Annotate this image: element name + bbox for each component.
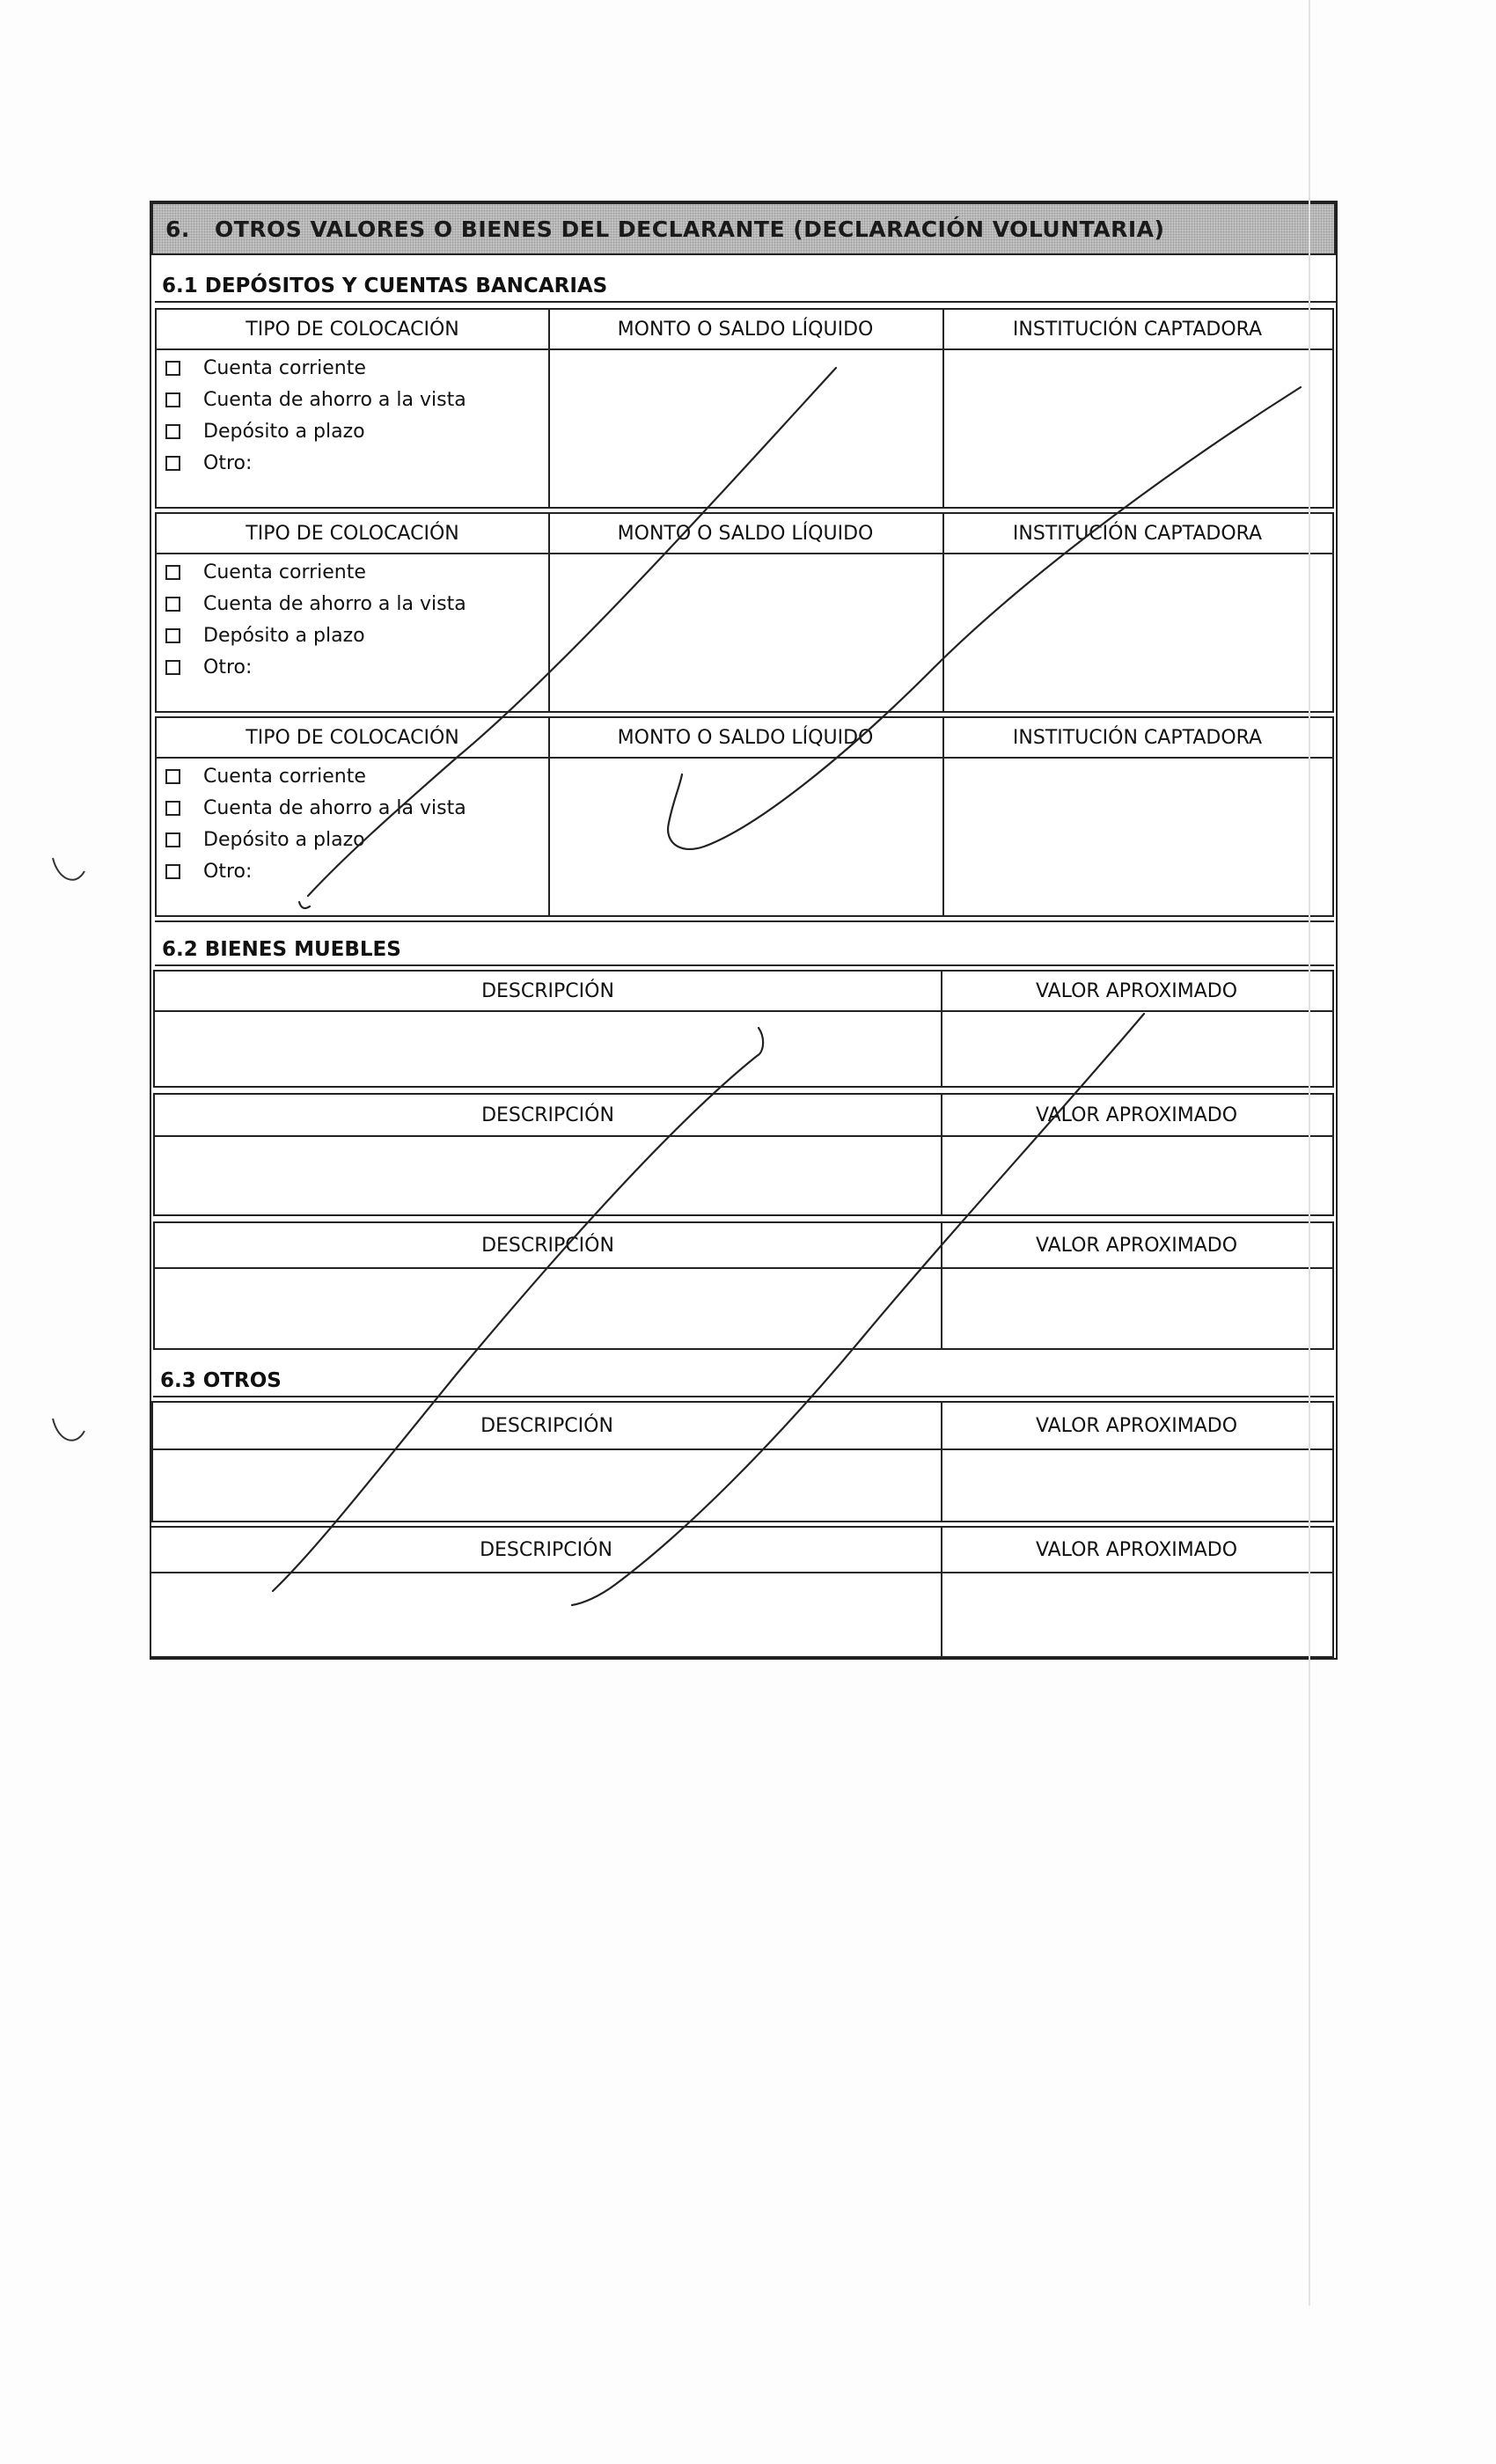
descripcion-field[interactable] [151, 1575, 939, 1656]
muebles-entry [153, 1093, 1334, 1216]
option-cuenta-corriente[interactable] [157, 556, 548, 588]
header-descripcion: DESCRIPCIÓN [153, 1403, 941, 1450]
muebles-entry [153, 1221, 1334, 1350]
header-valor: VALOR APROXIMADO [941, 1528, 1332, 1573]
option-label: Cuenta corriente [203, 561, 366, 583]
otros-entry [151, 1401, 1334, 1522]
checkbox[interactable] [165, 565, 180, 580]
subsection-title-otros [153, 1353, 1334, 1397]
header-institucion: INSTITUCIÓN CAPTADORA [942, 514, 1332, 554]
header-descripcion: DESCRIPCIÓN [155, 972, 941, 1012]
option-label: Cuenta de ahorro a la vista [203, 796, 466, 819]
header-valor: VALOR APROXIMADO [941, 972, 1332, 1012]
descripcion-field[interactable] [155, 1139, 939, 1214]
institucion-field[interactable] [944, 760, 1332, 915]
monto-field[interactable] [550, 760, 941, 915]
binder-hole-mark [53, 1419, 84, 1441]
option-deposito-plazo[interactable] [157, 620, 548, 651]
header-valor: VALOR APROXIMADO [941, 1095, 1332, 1137]
option-label: Otro: [203, 860, 253, 883]
option-otro[interactable] [157, 447, 548, 479]
header-tipo: TIPO DE COLOCACIÓN [157, 310, 548, 350]
option-cuenta-corriente[interactable] [157, 352, 548, 384]
institucion-field[interactable] [944, 352, 1332, 507]
checkbox[interactable] [165, 832, 180, 847]
deposit-block [155, 716, 1334, 917]
option-cuenta-ahorro[interactable] [157, 792, 548, 824]
monto-field[interactable] [550, 352, 941, 507]
header-monto: MONTO O SALDO LÍQUIDO [548, 310, 942, 350]
header-descripcion: DESCRIPCIÓN [155, 1223, 941, 1269]
options-list [157, 352, 548, 479]
option-otro[interactable] [157, 855, 548, 887]
subsection-title-deposits [155, 257, 1336, 303]
binder-hole-mark [53, 858, 84, 880]
muebles-title: 6.2 BIENES MUEBLES [162, 938, 401, 961]
option-deposito-plazo[interactable] [157, 824, 548, 855]
monto-field[interactable] [550, 556, 941, 711]
checkbox[interactable] [165, 660, 180, 675]
checkbox[interactable] [165, 801, 180, 816]
option-label: Cuenta de ahorro a la vista [203, 592, 466, 615]
header-tipo: TIPO DE COLOCACIÓN [157, 514, 548, 554]
otros-title: 6.3 OTROS [160, 1369, 282, 1392]
option-label: Depósito a plazo [203, 420, 365, 443]
valor-field[interactable] [942, 1139, 1332, 1214]
option-label: Otro: [203, 656, 253, 678]
header-descripcion: DESCRIPCIÓN [151, 1528, 941, 1573]
option-label: Cuenta corriente [203, 356, 366, 379]
checkbox[interactable] [165, 456, 180, 471]
checkbox[interactable] [165, 769, 180, 784]
header-valor: VALOR APROXIMADO [941, 1403, 1332, 1450]
section-title: OTROS VALORES O BIENES DEL DECLARANTE (DECLARACIÓN VOLUNTARIA) [215, 216, 1165, 242]
options-list [157, 760, 548, 887]
header-tipo: TIPO DE COLOCACIÓN [157, 718, 548, 759]
institucion-field[interactable] [944, 556, 1332, 711]
header-descripcion: DESCRIPCIÓN [155, 1095, 941, 1137]
header-valor: VALOR APROXIMADO [941, 1223, 1332, 1269]
valor-field[interactable] [942, 1271, 1332, 1348]
valor-field[interactable] [942, 1014, 1332, 1086]
option-cuenta-ahorro[interactable] [157, 384, 548, 415]
options-list [157, 556, 548, 683]
option-label: Otro: [203, 451, 253, 474]
descripcion-field[interactable] [155, 1271, 939, 1348]
checkbox[interactable] [165, 361, 180, 376]
header-monto: MONTO O SALDO LÍQUIDO [548, 514, 942, 554]
checkbox[interactable] [165, 424, 180, 439]
deposit-block [155, 512, 1334, 713]
muebles-entry [153, 970, 1334, 1088]
header-monto: MONTO O SALDO LÍQUIDO [548, 718, 942, 759]
option-cuenta-ahorro[interactable] [157, 588, 548, 620]
checkbox[interactable] [165, 392, 180, 407]
option-deposito-plazo[interactable] [157, 415, 548, 447]
section-number: 6. [165, 216, 190, 242]
option-label: Cuenta de ahorro a la vista [203, 388, 466, 411]
valor-field[interactable] [942, 1575, 1332, 1656]
descripcion-field[interactable] [153, 1452, 939, 1521]
option-label: Depósito a plazo [203, 624, 365, 647]
checkbox[interactable] [165, 864, 180, 879]
option-label: Depósito a plazo [203, 828, 365, 851]
deposit-block [155, 308, 1334, 509]
checkbox[interactable] [165, 597, 180, 612]
header-institucion: INSTITUCIÓN CAPTADORA [942, 310, 1332, 350]
subsection-title-muebles [155, 920, 1334, 966]
section-header [151, 202, 1336, 255]
option-otro[interactable] [157, 651, 548, 683]
descripcion-field[interactable] [155, 1014, 939, 1086]
header-institucion: INSTITUCIÓN CAPTADORA [942, 718, 1332, 759]
valor-field[interactable] [942, 1452, 1331, 1521]
option-cuenta-corriente[interactable] [157, 760, 548, 792]
option-label: Cuenta corriente [203, 765, 366, 788]
checkbox[interactable] [165, 628, 180, 643]
otros-entry [150, 1526, 1334, 1658]
deposits-title: 6.1 DEPÓSITOS Y CUENTAS BANCARIAS [162, 275, 608, 297]
